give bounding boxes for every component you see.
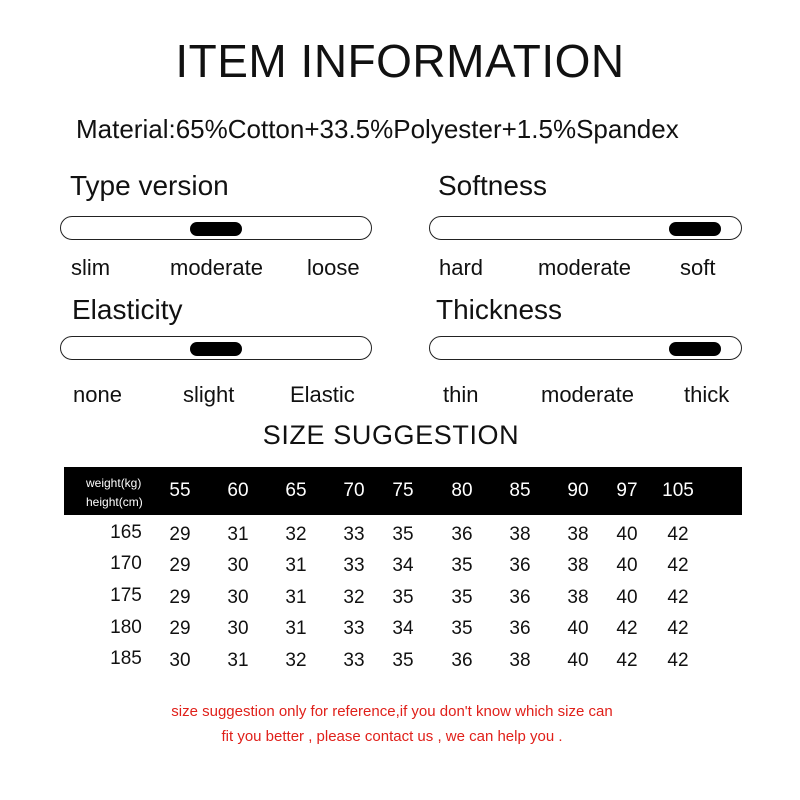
size-cell: 38 — [509, 650, 531, 671]
height-row-label: 180 — [110, 617, 142, 638]
size-cell: 35 — [392, 650, 414, 671]
size-cell: 40 — [616, 555, 638, 576]
size-cell: 42 — [667, 524, 689, 545]
size-cell: 34 — [392, 618, 414, 639]
size-cell: 42 — [616, 650, 638, 671]
weight-axis-label: weight(kg) — [86, 476, 142, 490]
size-cell: 40 — [616, 587, 638, 608]
thickness-scale-thin: thin — [443, 382, 479, 407]
elasticity-knob — [190, 342, 242, 356]
size-cell: 35 — [451, 587, 473, 608]
weight-header-cell: 55 — [169, 480, 191, 501]
thickness-scale-thick: thick — [684, 382, 730, 407]
size-cell: 36 — [509, 555, 531, 576]
size-cell: 42 — [616, 618, 638, 639]
height-row-label: 170 — [110, 553, 142, 574]
softness-label: Softness — [438, 170, 547, 201]
size-cell: 38 — [509, 524, 531, 545]
size-cell: 33 — [343, 650, 365, 671]
page-title: ITEM INFORMATION — [175, 35, 625, 87]
size-cell: 40 — [567, 618, 589, 639]
size-cell: 38 — [567, 524, 589, 545]
size-cell: 32 — [285, 524, 307, 545]
size-cell: 36 — [451, 650, 473, 671]
thickness-label: Thickness — [436, 294, 563, 325]
size-cell: 30 — [169, 650, 191, 671]
size-cell: 29 — [169, 555, 191, 576]
size-cell: 31 — [227, 650, 249, 671]
weight-header-cell: 97 — [616, 480, 638, 501]
size-cell: 31 — [285, 618, 307, 639]
size-note-line-1: size suggestion only for reference,if you don't know which size can — [171, 703, 613, 720]
size-cell: 31 — [285, 587, 307, 608]
type-version-slider — [60, 216, 372, 240]
size-cell: 38 — [567, 555, 589, 576]
height-axis-label: height(cm) — [86, 495, 143, 509]
size-cell: 30 — [227, 555, 249, 576]
size-cell: 30 — [227, 618, 249, 639]
size-cell: 36 — [509, 587, 531, 608]
size-cell: 40 — [616, 524, 638, 545]
weight-header-cell: 70 — [343, 480, 365, 501]
softness-scale-soft: soft — [680, 255, 716, 280]
size-cell: 42 — [667, 555, 689, 576]
size-cell: 40 — [567, 650, 589, 671]
weight-header-cell: 90 — [567, 480, 589, 501]
weight-header-cell: 85 — [509, 480, 531, 501]
size-cell: 36 — [509, 618, 531, 639]
height-row-label: 185 — [110, 648, 142, 669]
type-version-label: Type version — [70, 170, 229, 201]
weight-header-cell: 80 — [451, 480, 473, 501]
size-cell: 35 — [451, 618, 473, 639]
elasticity-slider — [60, 336, 372, 360]
size-cell: 33 — [343, 555, 365, 576]
thickness-knob — [669, 342, 721, 356]
size-cell: 30 — [227, 587, 249, 608]
size-cell: 33 — [343, 524, 365, 545]
header-corner — [86, 474, 143, 512]
size-cell: 29 — [169, 618, 191, 639]
elasticity-scale-slight: slight — [183, 382, 235, 407]
softness-slider — [429, 216, 742, 240]
height-row-label: 175 — [110, 585, 142, 606]
weight-header-cell: 75 — [392, 480, 414, 501]
size-note-line-2: fit you better , please contact us , we can help you . — [221, 728, 563, 745]
size-cell: 32 — [343, 587, 365, 608]
size-cell: 35 — [392, 524, 414, 545]
size-cell: 35 — [451, 555, 473, 576]
height-row-label: 165 — [110, 522, 142, 543]
size-cell: 42 — [667, 618, 689, 639]
weight-header-cell: 60 — [227, 480, 249, 501]
size-cell: 33 — [343, 618, 365, 639]
thickness-scale-moderate: moderate — [541, 382, 634, 407]
size-cell: 32 — [285, 650, 307, 671]
size-cell: 36 — [451, 524, 473, 545]
elasticity-label: Elasticity — [72, 294, 183, 325]
elasticity-scale-elastic: Elastic — [290, 382, 355, 407]
size-cell: 29 — [169, 587, 191, 608]
size-suggestion-title: SIZE SUGGESTION — [262, 420, 520, 450]
material-text: Material:65%Cotton+33.5%Polyester+1.5%Spandex — [76, 114, 679, 144]
weight-header-cell: 65 — [285, 480, 307, 501]
size-cell: 31 — [227, 524, 249, 545]
type-version-scale-loose: loose — [307, 255, 360, 280]
size-cell: 31 — [285, 555, 307, 576]
softness-knob — [669, 222, 721, 236]
softness-scale-hard: hard — [439, 255, 484, 280]
softness-scale-moderate: moderate — [538, 255, 631, 280]
size-cell: 29 — [169, 524, 191, 545]
type-version-scale-moderate: moderate — [170, 255, 263, 280]
weight-header-cell: 105 — [662, 480, 694, 501]
elasticity-scale-none: none — [73, 382, 122, 407]
size-cell: 38 — [567, 587, 589, 608]
size-cell: 34 — [392, 555, 414, 576]
type-version-scale-slim: slim — [71, 255, 111, 280]
size-table-header — [64, 467, 742, 515]
type-version-knob — [190, 222, 242, 236]
thickness-slider — [429, 336, 742, 360]
size-cell: 42 — [667, 650, 689, 671]
size-cell: 42 — [667, 587, 689, 608]
size-cell: 35 — [392, 587, 414, 608]
